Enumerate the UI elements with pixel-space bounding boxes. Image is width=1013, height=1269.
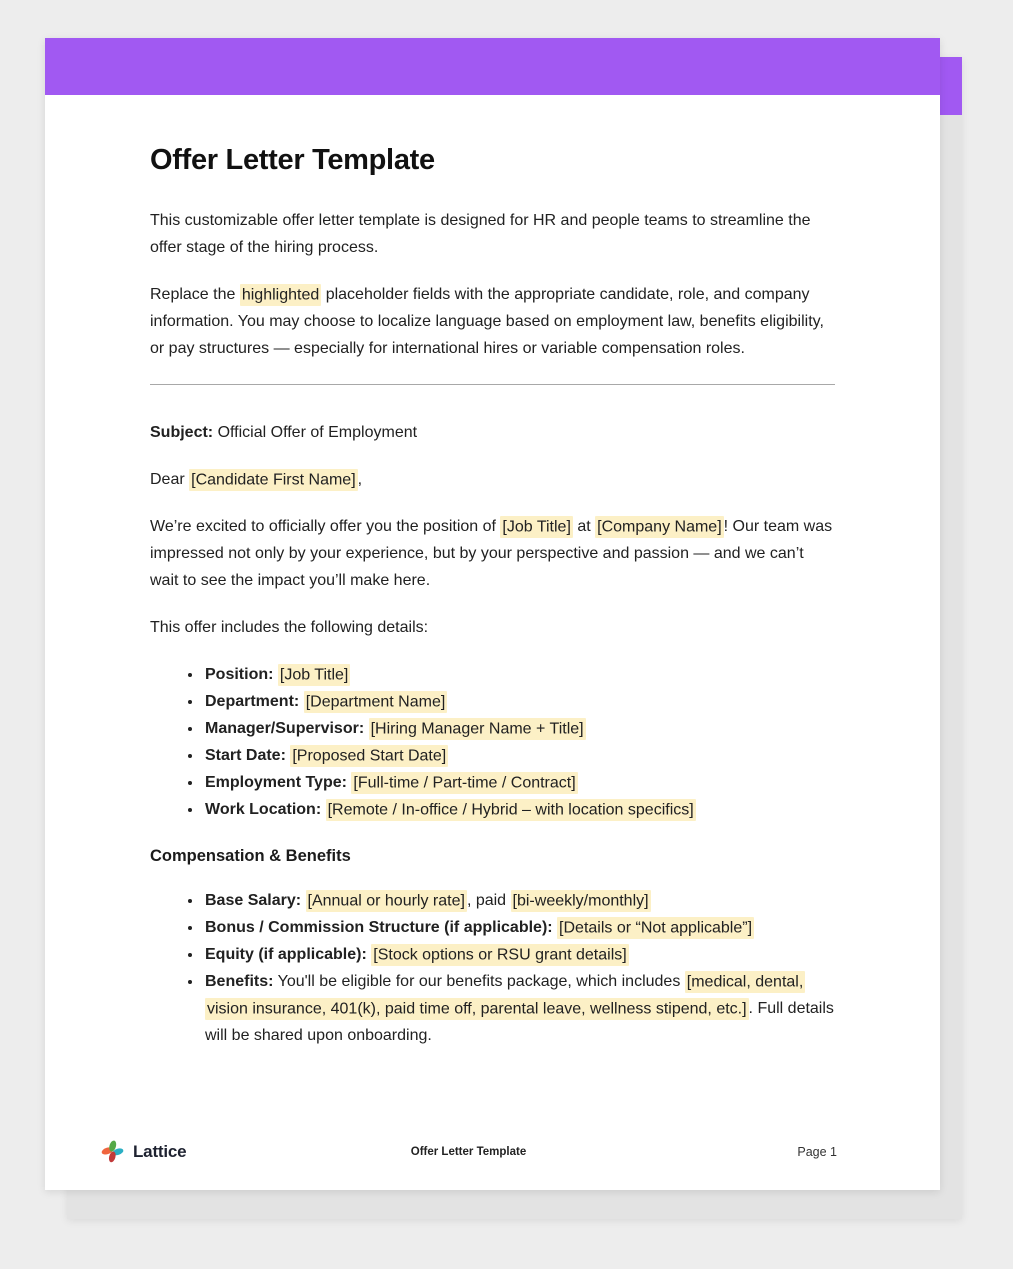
subject-label: Subject: — [150, 424, 214, 442]
placeholder-highlight: [Full-time / Part-time / Contract] — [351, 772, 577, 794]
list-item-label: Department: — [205, 693, 300, 711]
page — [45, 38, 940, 1190]
list-item — [203, 796, 835, 823]
list-item-label: Work Location: — [205, 801, 322, 819]
brand-name: Lattice — [133, 1141, 187, 1161]
compensation-heading: Compensation & Benefits — [150, 847, 351, 866]
text-segment: Dear — [150, 471, 190, 489]
placeholder-highlight: [Candidate First Name] — [189, 469, 358, 491]
placeholder-highlight: [Company Name] — [595, 516, 724, 538]
list-item — [203, 688, 835, 715]
list-item — [203, 715, 835, 742]
intro-paragraph-1: This customizable offer letter template is designed for HR and people teams to streamline the offer stage of the hiring process. — [150, 212, 811, 257]
divider — [150, 384, 835, 385]
text-segment: at — [572, 518, 596, 536]
list-item — [203, 661, 835, 688]
placeholder-highlight: [Job Title] — [278, 664, 350, 686]
details-intro: This offer includes the following details: — [150, 619, 429, 637]
text-segment: You'll be eligible for our benefits package, which includes — [277, 973, 685, 991]
page-title: Offer Letter Template — [150, 144, 435, 176]
list-item — [203, 887, 835, 914]
list-item — [203, 914, 835, 941]
page-footer — [45, 1139, 940, 1164]
placeholder-highlight: [medical, dental, vision insurance, 401(k), paid time off, parental leave, wellness stipend, etc.] — [205, 971, 805, 1020]
footer-page-number: Page 1 — [797, 1144, 837, 1159]
list-item-label: Position: — [205, 666, 274, 684]
list-item-label: Start Date: — [205, 747, 286, 765]
text-segment: We’re excited to officially offer you the position of — [150, 518, 501, 536]
subject-line — [150, 419, 835, 446]
opening-paragraph — [150, 513, 835, 594]
brand — [100, 1139, 411, 1164]
page-content — [45, 95, 940, 1049]
text-segment: , — [357, 471, 363, 489]
placeholder-highlight: [Annual or hourly rate] — [306, 890, 467, 912]
placeholder-highlight: [Job Title] — [500, 516, 572, 538]
salutation-line — [150, 466, 835, 493]
text-segment: . Full details will be shared upon onboarding. — [205, 1000, 834, 1045]
intro-paragraph-2 — [150, 281, 835, 362]
text-segment: placeholder fields with the appropriate candidate, role, and company information. You may choose to localize language based on employment law, benefits eligibility, or pay structures — especially for international hires or variable compensation roles. — [150, 286, 824, 358]
compensation-list — [150, 887, 835, 1049]
list-item-label: Manager/Supervisor: — [205, 720, 365, 738]
footer-document-title: Offer Letter Template — [410, 1145, 527, 1158]
placeholder-highlight: highlighted — [240, 284, 321, 306]
list-item-label: Base Salary: — [205, 892, 302, 910]
text-segment: , paid — [466, 892, 511, 910]
list-item-label: Employment Type: — [205, 774, 347, 792]
placeholder-highlight: [Details or “Not applicable”] — [557, 917, 754, 939]
placeholder-highlight: [Department Name] — [304, 691, 448, 713]
text-segment: ! Our team was impressed not only by your experience, but by your perspective and passion — and we can’t wait to see the impact you’ll make here. — [150, 518, 833, 590]
list-item — [203, 742, 835, 769]
placeholder-highlight: [bi-weekly/monthly] — [511, 890, 651, 912]
text-segment: Replace the — [150, 286, 240, 304]
list-item — [203, 941, 835, 968]
placeholder-highlight: [Stock options or RSU grant details] — [371, 944, 628, 966]
page-accent-banner — [45, 38, 940, 95]
list-item — [203, 769, 835, 796]
lattice-logo-icon — [100, 1139, 125, 1164]
placeholder-highlight: [Proposed Start Date] — [290, 745, 448, 767]
list-item-label: Benefits: — [205, 973, 274, 991]
list-item — [203, 968, 835, 1049]
offer-details-list — [150, 661, 835, 823]
list-item-label: Equity (if applicable): — [205, 946, 367, 964]
subject-text: Official Offer of Employment — [213, 424, 418, 442]
placeholder-highlight: [Hiring Manager Name + Title] — [369, 718, 586, 740]
list-item-label: Bonus / Commission Structure (if applicable): — [205, 919, 553, 937]
placeholder-highlight: [Remote / In-office / Hybrid – with location specifics] — [326, 799, 696, 821]
